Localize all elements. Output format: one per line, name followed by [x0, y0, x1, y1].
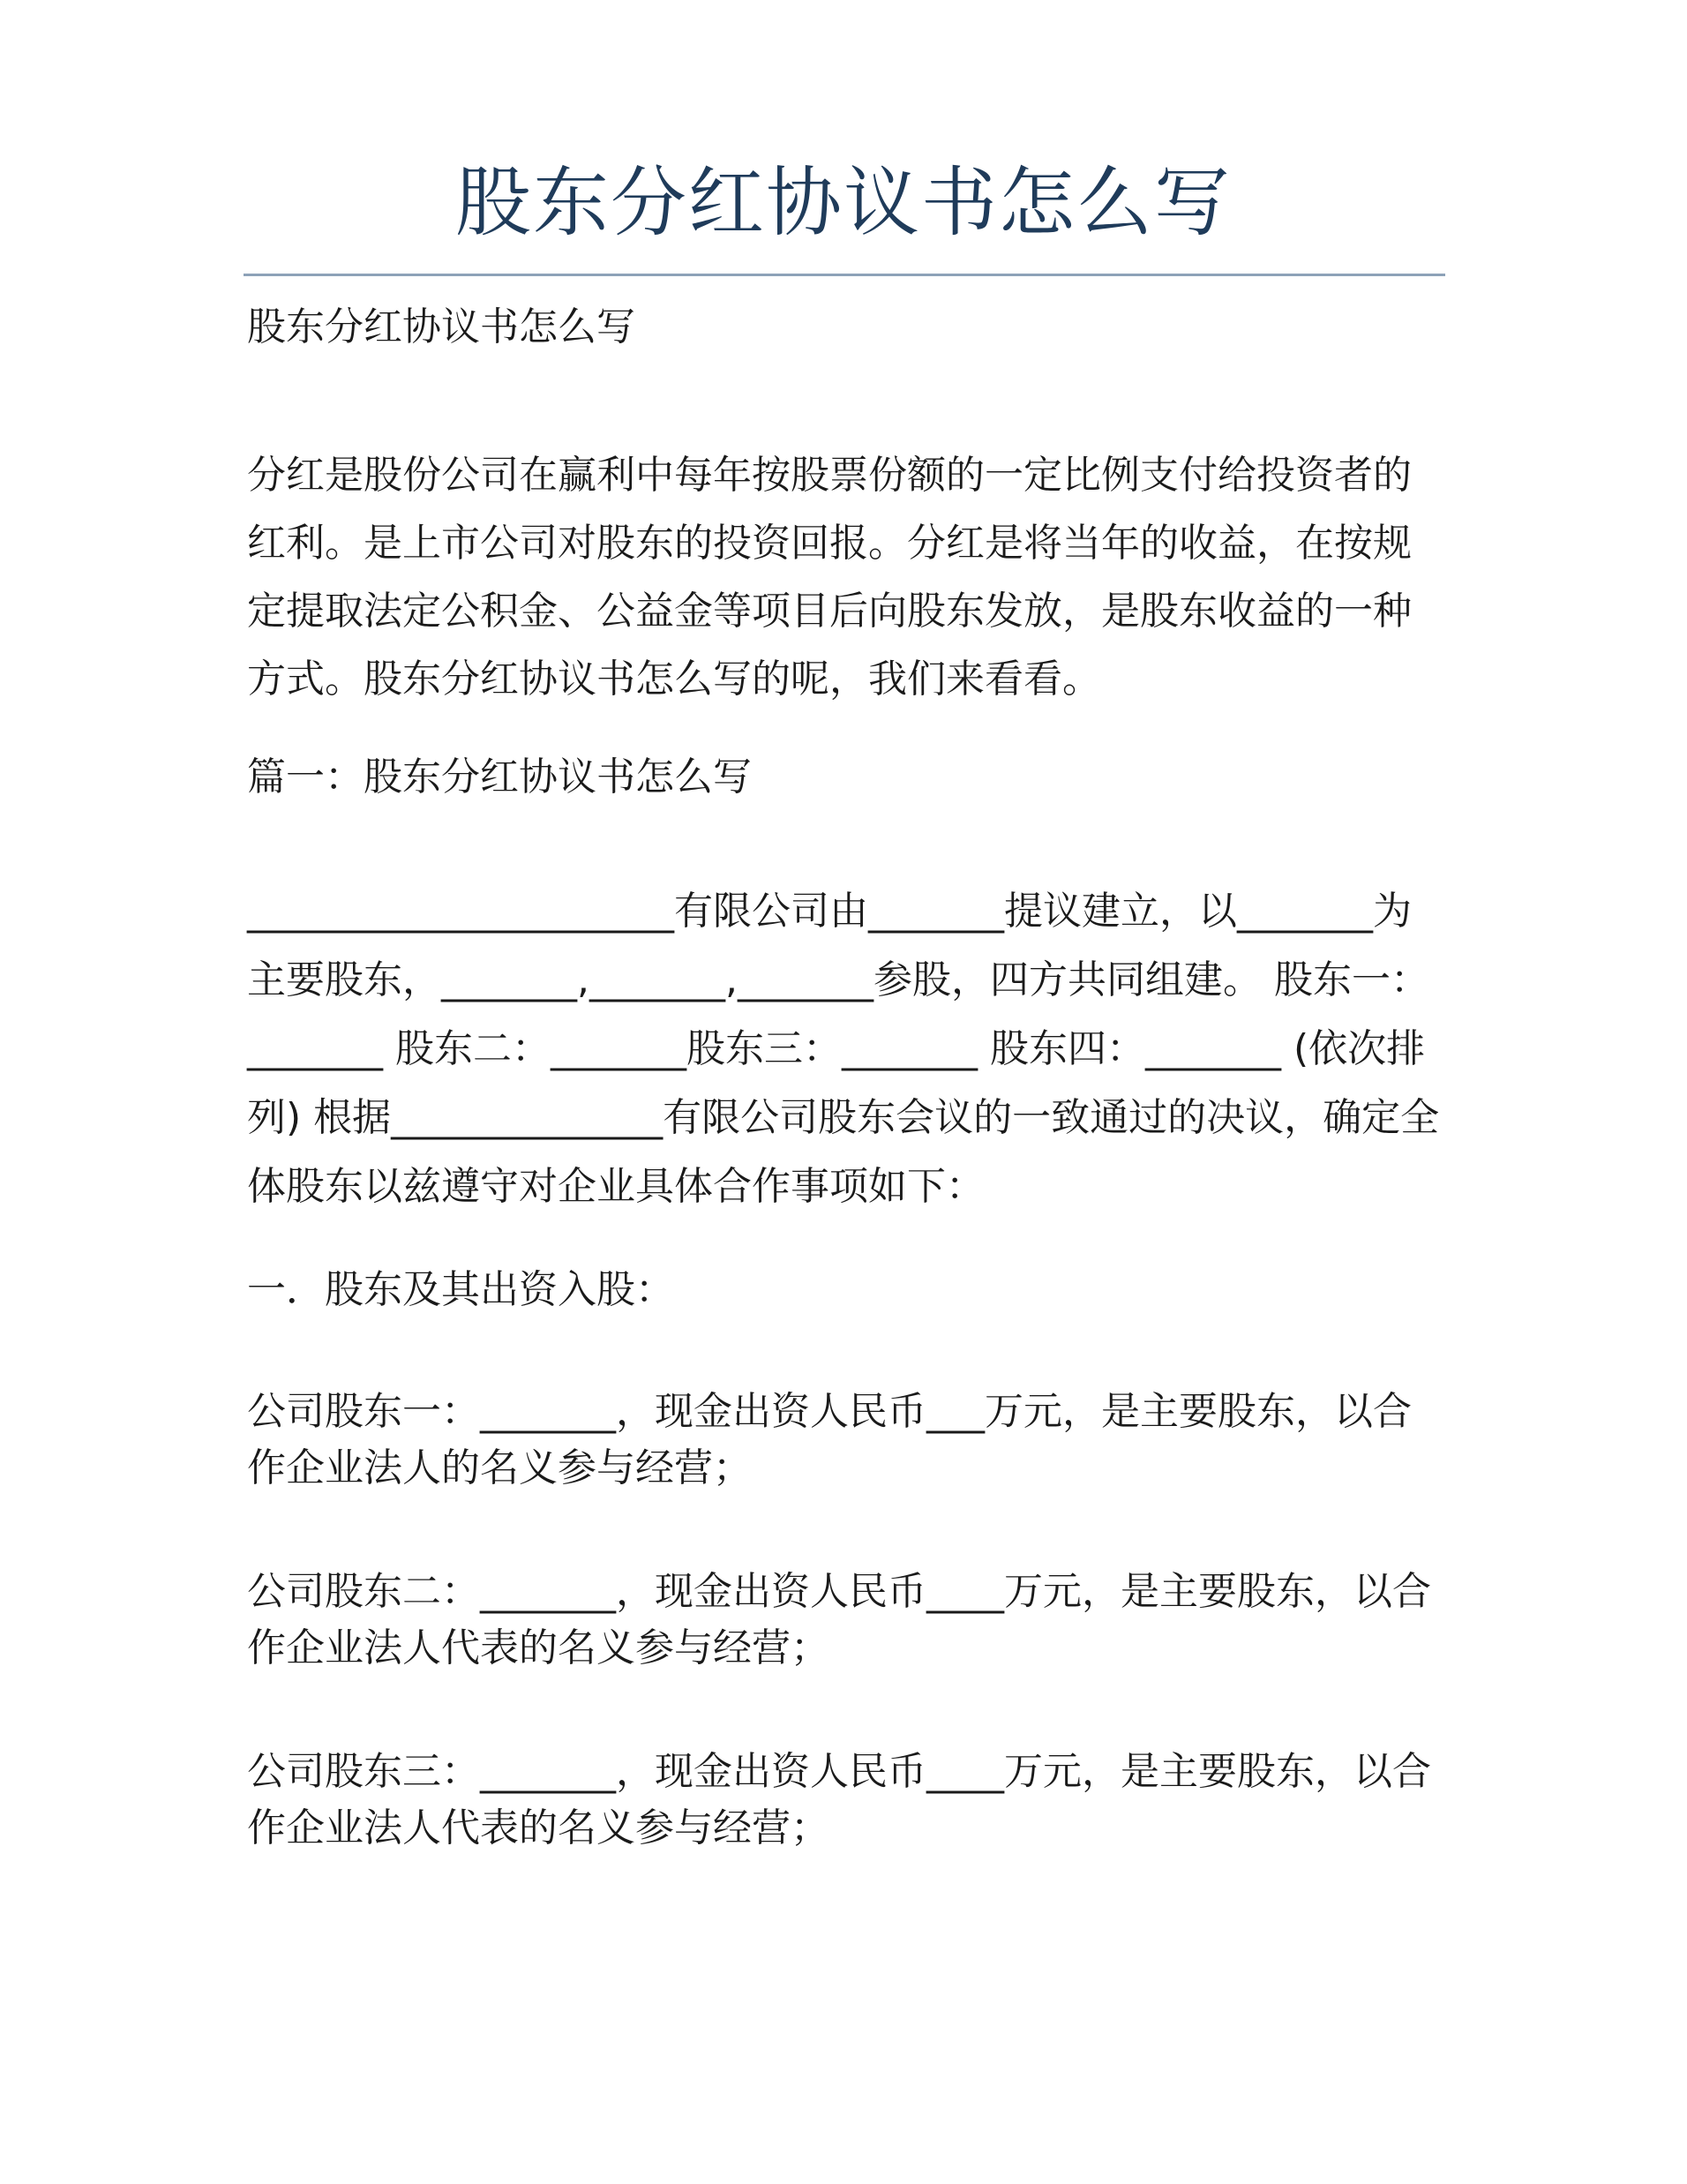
shareholder-line: 作企业法人代表的名义参与经营；: [247, 1625, 829, 1670]
shareholder-line: 公司股东一：_______，现金出资人民币___万元，是主要股东，以合: [247, 1389, 1412, 1434]
document-title: 股东分红协议书怎么写: [455, 159, 1232, 247]
intro-line: 定提取法定公积金、公益金等项目后向股东发放，是股东收益的一种: [247, 589, 1412, 634]
document-subtitle: 股东分红协议书怎么写: [247, 304, 635, 349]
agreement-line: ______________________有限公司由_______提议建立，以_______为: [247, 889, 1412, 934]
agreement-paragraph: [247, 877, 1465, 1221]
shareholder-line: 公司股东二：_______，现金出资人民币____万元，是主要股东，以合: [247, 1569, 1431, 1614]
intro-line: 方式。股东分红协议书怎么写的呢，我们来看看。: [247, 657, 1101, 702]
agreement-line: _______ 股东二：_______股东三：_______ 股东四：_______ (依次排: [247, 1026, 1426, 1071]
shareholder-line: 作企业法人代表的名义参与经营；: [247, 1805, 829, 1850]
part-heading: 篇一：股东分红协议书怎么写: [247, 754, 752, 799]
shareholder-line: 公司股东三：_______，现金出资人民币____万元，是主要股东，以合: [247, 1749, 1431, 1794]
intro-line: 红利。是上市公司对股东的投资回报。分红是将当年的收益，在按规: [247, 521, 1412, 566]
intro-line: 分红是股份公司在赢利中每年按股票份额的一定比例支付给投资者的: [247, 453, 1412, 498]
agreement-line: 主要股东，_______,_______,_______参股，四方共同组建。 股东一：: [247, 957, 1429, 1002]
title-divider: [244, 274, 1445, 276]
shareholder-two-paragraph: [247, 1564, 1465, 1677]
agreement-line: 列) 根据______________有限公司股东会议的一致通过的决议，确定全: [247, 1095, 1440, 1140]
intro-paragraph: [247, 441, 1465, 713]
shareholder-line: 作企业法人的名义参与经营；: [247, 1445, 752, 1490]
shareholder-three-paragraph: [247, 1744, 1465, 1857]
shareholder-one-paragraph: [247, 1384, 1465, 1497]
section-heading: 一．股东及其出资入股：: [247, 1267, 674, 1312]
agreement-line: 体股东以兹遵守对企业具体合作事项如下：: [247, 1164, 985, 1209]
